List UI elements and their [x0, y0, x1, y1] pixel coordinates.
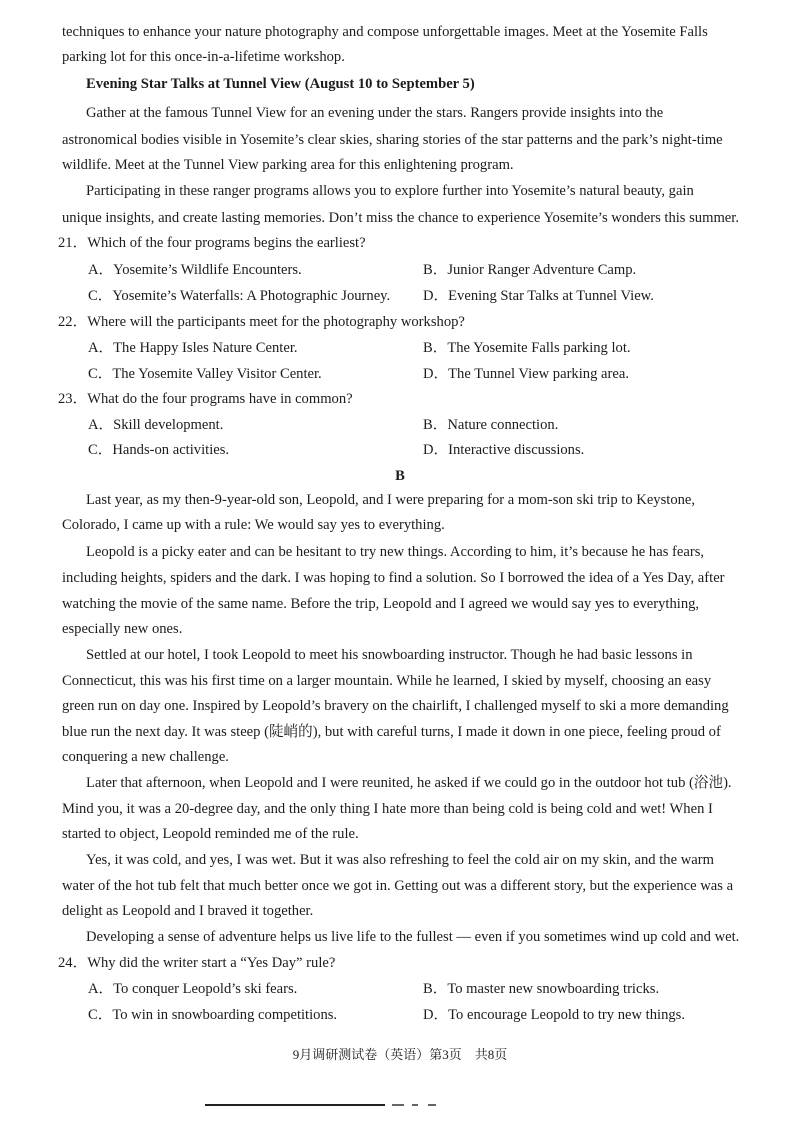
program-text-line: astronomical bodies visible in Yosemite’s clear skies, sharing stories of the star patterns and the park’s night-time — [62, 132, 723, 148]
passage-line: Settled at our hotel, I took Leopold to meet his snowboarding instructor. Though he had basic lessons in — [86, 647, 693, 663]
passage-line: including heights, spiders and the dark. I was hoping to find a solution. So I borrowed the idea of a Yes Day, after — [62, 570, 725, 586]
passage-line: blue run the next day. It was steep (陡峭的), but with careful turns, I made it down in one piece, feeling proud of — [62, 724, 721, 740]
question-stem: 24．Why did the writer start a “Yes Day” rule? — [58, 955, 336, 971]
closing-text-line: unique insights, and create lasting memories. Don’t miss the chance to experience Yosemite’s wonders this summer. — [62, 210, 739, 226]
footer-rule-dash — [392, 1104, 404, 1106]
passage-line: Last year, as my then-9-year-old son, Leopold, and I were preparing for a mom-son ski trip to Keystone, — [86, 492, 696, 508]
section-label: B — [395, 468, 405, 484]
footer-rule — [205, 1104, 385, 1106]
passage-line: conquering a new challenge. — [62, 749, 229, 765]
passage-line: especially new ones. — [62, 621, 183, 637]
intro-line: parking lot for this once-in-a-lifetime workshop. — [62, 49, 345, 65]
passage-line: watching the movie of the same name. Before the trip, Leopold and I agreed we would say yes to everything, — [62, 596, 700, 612]
passage-line: Leopold is a picky eater and can be hesitant to try new things. According to him, it’s because he has fears, — [86, 544, 705, 560]
answer-option[interactable]: B．The Yosemite Falls parking lot. — [423, 340, 631, 356]
answer-option[interactable]: B．Junior Ranger Adventure Camp. — [423, 262, 637, 278]
answer-option[interactable]: A．The Happy Isles Nature Center. — [88, 340, 298, 356]
passage-line: Developing a sense of adventure helps us live life to the fullest — even if you sometimes wind up cold and wet. — [86, 929, 740, 945]
answer-option[interactable]: D．The Tunnel View parking area. — [423, 366, 629, 382]
answer-option[interactable]: D．Interactive discussions. — [423, 442, 585, 458]
footer-rule-dash — [428, 1104, 436, 1106]
answer-option[interactable]: A．Skill development. — [88, 417, 224, 433]
answer-option[interactable]: A．To conquer Leopold’s ski fears. — [88, 981, 298, 997]
answer-option[interactable]: B．To master new snowboarding tricks. — [423, 981, 660, 997]
answer-option[interactable]: C．Hands-on activities. — [88, 442, 230, 458]
footer-rule-dash — [412, 1104, 418, 1106]
question-stem: 21．Which of the four programs begins the earliest? — [58, 235, 366, 251]
passage-line: green run on day one. Inspired by Leopold’s bravery on the chairlift, I challenged myself to ski a more demanding — [62, 698, 729, 714]
program-heading: Evening Star Talks at Tunnel View (August 10 to September 5) — [86, 76, 475, 92]
passage-line: water of the hot tub felt that much better once we got in. Getting out was a different story, but the experience was a — [62, 878, 734, 894]
answer-option[interactable]: C．The Yosemite Valley Visitor Center. — [88, 366, 322, 382]
answer-option[interactable]: D．Evening Star Talks at Tunnel View. — [423, 288, 654, 304]
program-text-line: wildlife. Meet at the Tunnel View parking area for this enlightening program. — [62, 157, 514, 173]
passage-line: Colorado, I came up with a rule: We would say yes to everything. — [62, 517, 445, 533]
question-stem: 22．Where will the participants meet for the photography workshop? — [58, 314, 465, 330]
intro-line: techniques to enhance your nature photography and compose unforgettable images. Meet at the Yosemite Falls — [62, 24, 708, 40]
closing-text-line: Participating in these ranger programs allows you to explore further into Yosemite’s natural beauty, gain — [86, 183, 694, 199]
answer-option[interactable]: C．Yosemite’s Waterfalls: A Photographic Journey. — [88, 288, 391, 304]
program-text-line: Gather at the famous Tunnel View for an evening under the stars. Rangers provide insights into the — [86, 105, 664, 121]
question-stem: 23．What do the four programs have in common? — [58, 391, 353, 407]
passage-line: Later that afternoon, when Leopold and I were reunited, he asked if we could go in the outdoor hot tub (浴池). — [86, 775, 732, 791]
passage-line: Yes, it was cold, and yes, I was wet. But it was also refreshing to feel the cold air on my skin, and the warm — [86, 852, 714, 868]
answer-option[interactable]: C．To win in snowboarding competitions. — [88, 1007, 338, 1023]
answer-option[interactable]: A．Yosemite’s Wildlife Encounters. — [88, 262, 302, 278]
passage-line: delight as Leopold and I braved it together. — [62, 903, 314, 919]
answer-option[interactable]: B．Nature connection. — [423, 417, 559, 433]
passage-line: Connecticut, this was his first time on a larger mountain. While he learned, I skied by myself, choosing an easy — [62, 673, 712, 689]
passage-line: Mind you, it was a 20-degree day, and the only thing I hate more than being cold is being cold and wet! When I — [62, 801, 713, 817]
page-footer: 9月调研测试卷（英语）第3页 共8页 — [292, 1047, 508, 1062]
answer-option[interactable]: D．To encourage Leopold to try new things. — [423, 1007, 686, 1023]
passage-line: started to object, Leopold reminded me of the rule. — [62, 826, 359, 842]
